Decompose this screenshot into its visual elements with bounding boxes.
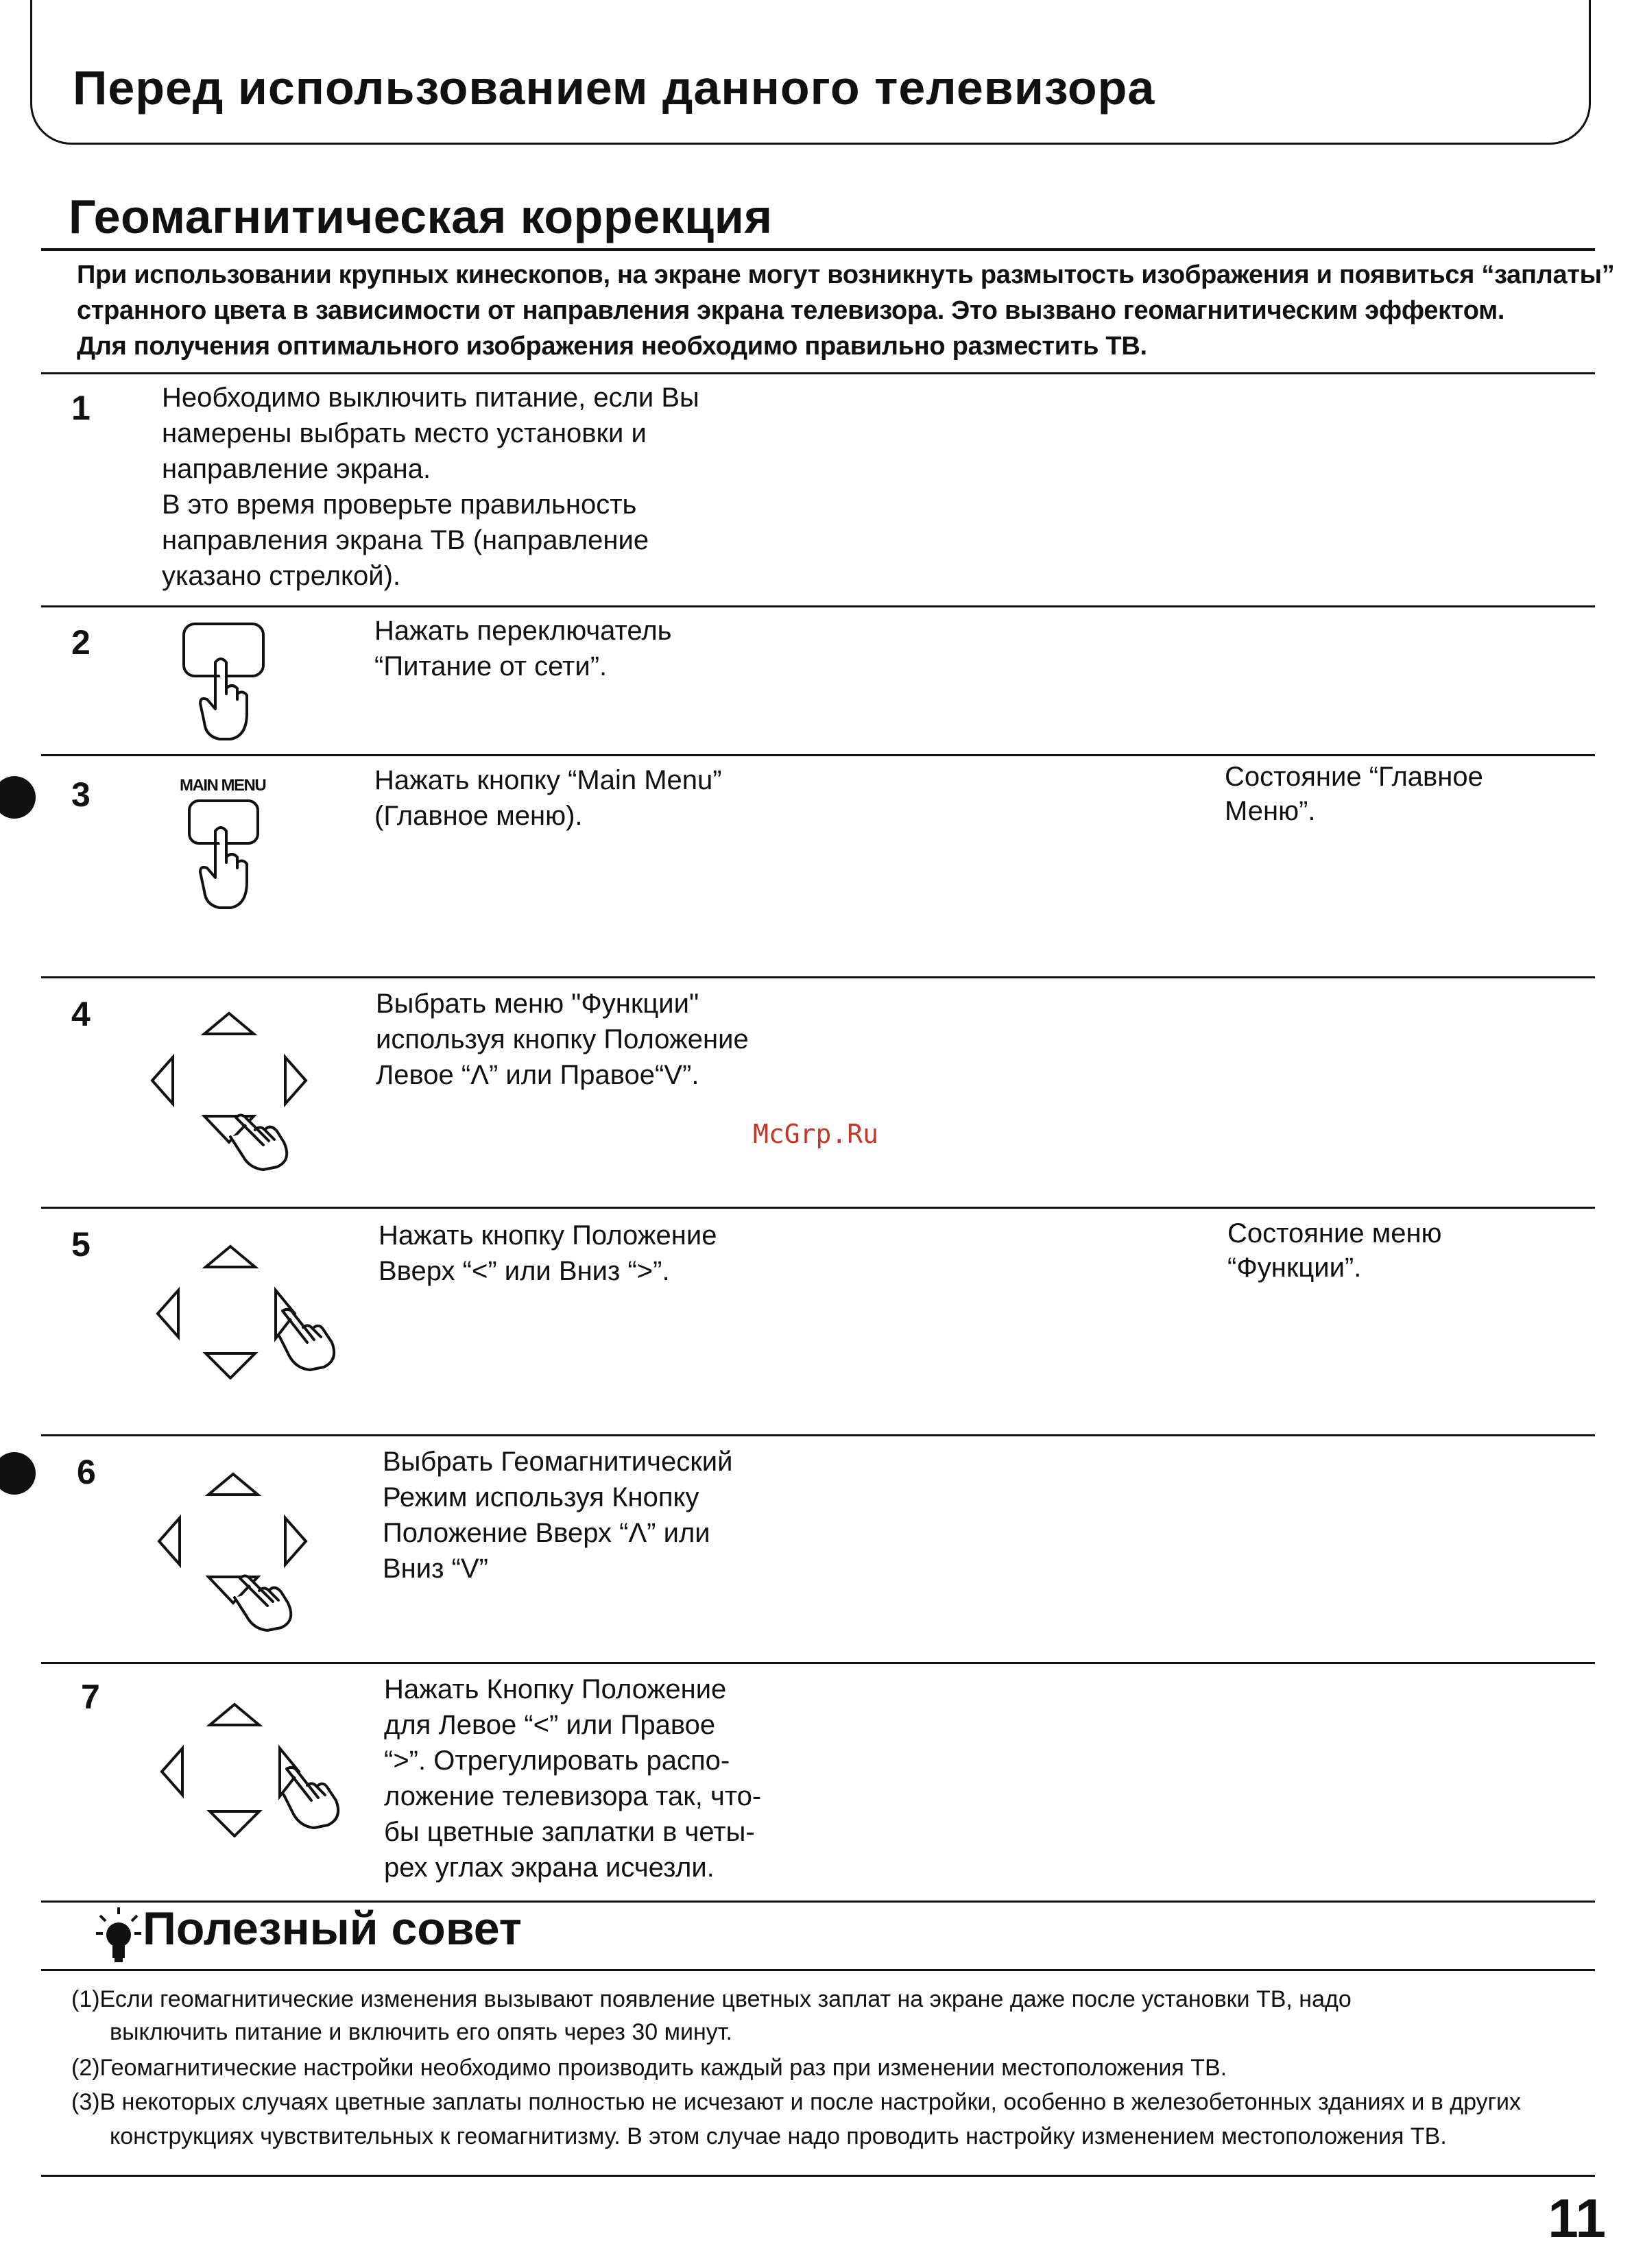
step-5-status-line: Состояние меню xyxy=(1227,1218,1442,1248)
step-2-line: “Питание от сети”. xyxy=(374,651,608,681)
step-3-number: 3 xyxy=(71,775,91,814)
step-6-line: Вниз “V” xyxy=(383,1554,488,1584)
main-menu-button-press-icon xyxy=(180,798,269,915)
tip-item-3: (3)В некоторых случаях цветные заплаты полностью не исчезают и после настройки, особенно в железобетонных зданиях и в других xyxy=(71,2089,1522,2115)
tip-title: Полезный совет xyxy=(143,1903,522,1955)
step-3-line: (Главное меню). xyxy=(374,801,583,831)
step-1-line: намерены выбрать место установки и xyxy=(162,418,647,448)
step-6-line: Режим используя Кнопку xyxy=(383,1482,699,1512)
step-4-line: Левое “Λ” или Правое“V”. xyxy=(376,1060,699,1090)
step-3-line: Нажать кнопку “Main Menu” xyxy=(374,765,722,795)
step-5-line: Вверх “<” или Вниз “>”. xyxy=(379,1256,670,1286)
step-6-number: 6 xyxy=(77,1453,96,1491)
footer-rule xyxy=(41,2175,1595,2177)
step-6-text xyxy=(383,1444,732,1587)
step-5-status-line: “Функции”. xyxy=(1227,1253,1362,1283)
step-3-status xyxy=(1225,760,1483,828)
watermark: McGrp.Ru xyxy=(753,1119,879,1149)
step-rule xyxy=(41,754,1595,756)
main-menu-label: MAIN MENU xyxy=(180,776,266,795)
step-7-line: для Левое “<” или Правое xyxy=(384,1710,716,1740)
intro-line-3: Для получения оптимального изображения необходимо правильно разместить ТВ. xyxy=(77,332,1147,361)
step-7-line: бы цветные заплатки в четы- xyxy=(384,1817,755,1847)
lightbulb-icon xyxy=(95,1906,143,1964)
step-7-line: рех углах экрана исчезли. xyxy=(384,1853,715,1883)
step-7-number: 7 xyxy=(81,1678,100,1716)
step-1-number: 1 xyxy=(71,389,91,427)
intro-line-2: странного цвета в зависимости от направления экрана телевизора. Это вызвано геомагнитическим эффектом. xyxy=(77,296,1505,325)
margin-bullet xyxy=(0,776,36,819)
step-rule xyxy=(41,605,1595,607)
tip-rule xyxy=(41,1969,1595,1971)
power-button-press-icon xyxy=(180,620,269,743)
step-rule xyxy=(41,1662,1595,1664)
step-4-text xyxy=(376,986,749,1093)
page-number: 11 xyxy=(1548,2188,1606,2249)
section-title: Геомагнитическая коррекция xyxy=(69,190,773,243)
step-rule xyxy=(41,1434,1595,1436)
step-2-number: 2 xyxy=(71,623,91,662)
tip-item-3-cont: конструкциях чувствительных к геомагнитизму. В этом случае надо проводить настройку изменением местоположения ТВ. xyxy=(110,2123,1447,2149)
intro-line-1: При использовании крупных кинескопов, на экране могут возникнуть размытость изображения и появиться “заплаты” xyxy=(77,261,1615,289)
step-5-line: Нажать кнопку Положение xyxy=(379,1220,717,1251)
step-3-status-line: Меню”. xyxy=(1225,796,1316,826)
step-rule xyxy=(41,976,1595,978)
step-3-status-line: Состояние “Главное xyxy=(1225,762,1483,792)
tip-item-1: (1)Если геомагнитические изменения вызывают появление цветных заплат на экране даже после установки ТВ, надо xyxy=(71,1986,1352,2012)
tip-item-1-cont: выключить питание и включить его опять через 30 минут. xyxy=(110,2019,732,2045)
step-5-text xyxy=(379,1218,717,1289)
step-5-status xyxy=(1227,1216,1442,1285)
step-6-line: Выбрать Геомагнитический xyxy=(383,1447,733,1477)
step-2-line: Нажать переключатель xyxy=(374,616,672,646)
step-1-line: направления экрана ТВ (направление xyxy=(162,525,649,555)
step-7-line: Нажать Кнопку Положение xyxy=(384,1674,727,1704)
arrow-keypad-right-press-icon xyxy=(156,1700,355,1837)
step-1-text xyxy=(162,380,699,594)
tip-item-2: (2)Геомагнитические настройки необходимо производить каждый раз при изменении местоположения ТВ. xyxy=(71,2055,1227,2081)
page-title: Перед использованием данного телевизора xyxy=(73,61,1155,114)
step-1-line: Необходимо выключить питание, если Вы xyxy=(162,383,699,413)
step-7-line: “>”. Отрегулировать распо- xyxy=(384,1746,730,1776)
arrow-keypad-down-press-icon xyxy=(154,1469,318,1633)
arrow-keypad-down-press-icon xyxy=(147,1008,311,1172)
step-4-line: используя кнопку Положение xyxy=(376,1024,749,1054)
step-rule xyxy=(41,1207,1595,1209)
step-4-number: 4 xyxy=(71,995,91,1033)
step-1-line: В это время проверьте правильность xyxy=(162,490,637,520)
section-rule xyxy=(41,248,1595,251)
step-1-line: направление экрана. xyxy=(162,454,431,484)
arrow-keypad-right-press-icon xyxy=(152,1242,351,1379)
margin-bullet xyxy=(0,1452,36,1495)
step-7-line: ложение телевизора так, что- xyxy=(384,1781,762,1811)
step-4-line: Выбрать меню "Функции" xyxy=(376,989,699,1019)
step-7-text xyxy=(384,1672,761,1885)
step-1-line: указано стрелкой). xyxy=(162,561,401,591)
step-5-number: 5 xyxy=(71,1225,91,1264)
step-2-text xyxy=(374,613,672,684)
step-6-line: Положение Вверх “Λ” или xyxy=(383,1518,710,1548)
intro-rule xyxy=(41,372,1595,374)
step-3-text xyxy=(374,762,722,834)
